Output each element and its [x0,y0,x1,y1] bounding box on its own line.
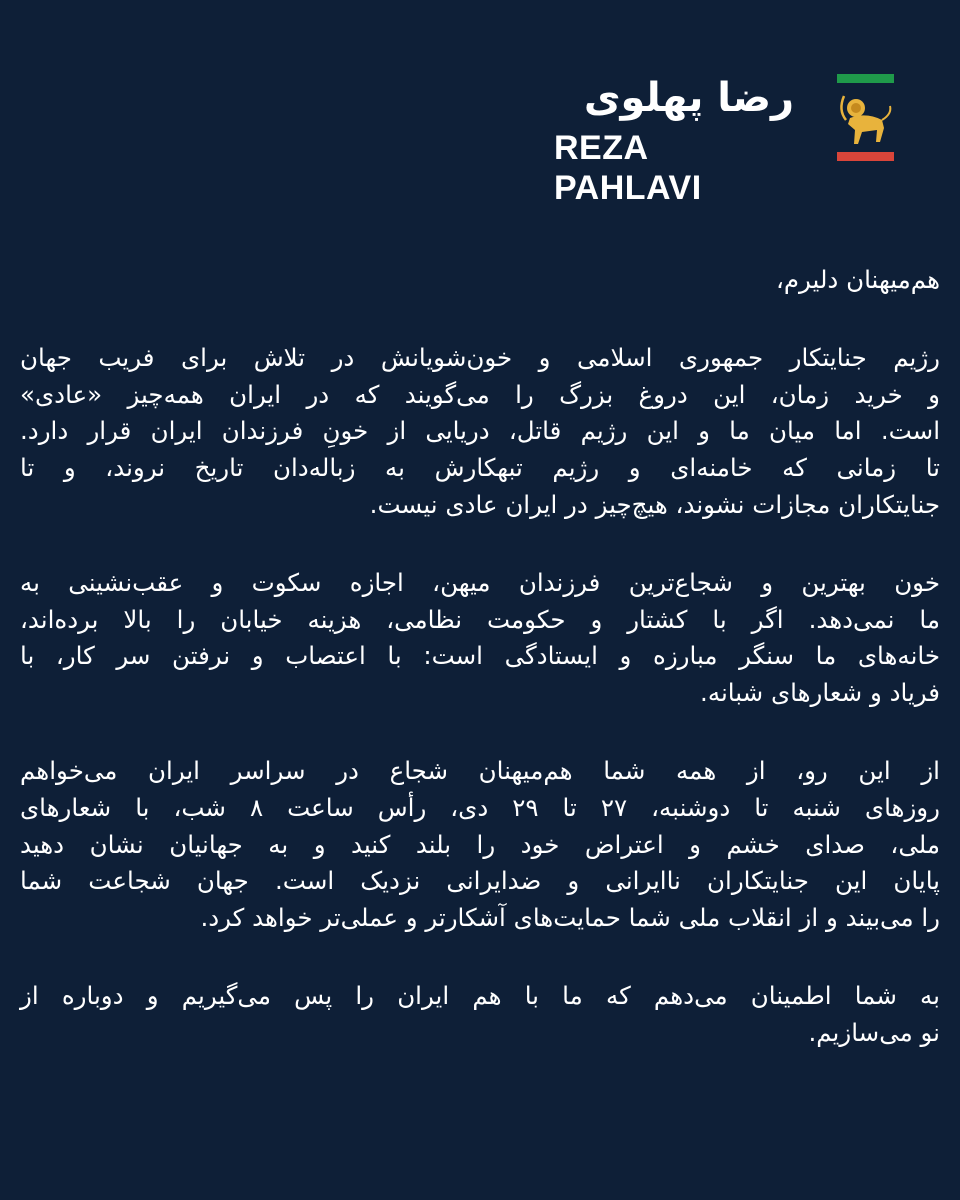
greeting [20,262,940,299]
reza-pahlavi-logo [554,72,894,207]
text-line: پایان این جنایتکاران ناایرانی و ضدایرانی نزدیک است. جهان شجاعت شما [20,866,940,896]
greeting-line: هم‌میهنان دلیرم، [775,265,940,294]
text-line: روزهای شنبه تا دوشنبه، ۲۷ تا ۲۹ دی، رأس ساعت ۸ شب، با شعارهای [20,792,940,822]
text-line: ملی، صدای خشم و اعتراض خود را بلند کنید و به جهانیان نشان دهید [20,829,940,859]
flag-red-stripe [837,152,894,161]
text-line: تا زمانی که خامنه‌ای و رژیم تبهکارش به زباله‌دان تاریخ نروند، و تا [20,453,940,483]
lion-and-sun-icon [836,88,894,148]
text-line: خانه‌های ما سنگر مبارزه و ایستادگی است: با اعتصاب و نرفتن سر کار، با [20,641,940,671]
text-line: خون بهترین و شجاع‌ترین فرزندان میهن، اجازه سکوت و عقب‌نشینی به [20,567,940,597]
text-line: جنایتکاران مجازات نشوند، هیچ‌چیز در ایران عادی نیست. [369,489,940,519]
text-line: فریاد و شعارهای شبانه. [700,678,940,708]
statement-text [20,262,940,1093]
text-line: و خرید زمان، این دروغ بزرگ را می‌گویند که در ایران همه‌چیز «عادی» [20,379,940,409]
flag-green-stripe [837,74,894,83]
text-line: رژیم جنایتکار جمهوری اسلامی و خون‌شویانش در تلاش برای فریب جهان [20,342,940,372]
text-line: از این رو، از همه شما هم‌میهنان شجاع در سراسر ایران می‌خواهم [20,755,940,785]
paragraph-4 [20,978,940,1052]
text-line: نو می‌سازیم. [808,1017,940,1047]
text-line: ما نمی‌دهد. اگر با کشتار و حکومت نظامی، هزینه خیابان را بالا برده‌اند، [20,604,940,634]
logo-name-english: REZA PAHLAVI [554,129,702,207]
paragraph-3 [20,753,940,937]
paragraph-1 [20,340,940,524]
logo-name-persian: رضا پهلوی [583,75,794,121]
text-line: است. اما میان ما و این رژیم قاتل، دریایی از خونِ فرزندان ایران قرار دارد. [20,416,940,446]
text-line: به شما اطمینان می‌دهم که ما با هم ایران را پس می‌گیریم و دوباره از [20,980,940,1010]
text-line: را می‌بیند و از انقلاب ملی شما حمایت‌های آشکارتر و عملی‌تر خواهد کرد. [200,903,940,933]
paragraph-2 [20,565,940,712]
